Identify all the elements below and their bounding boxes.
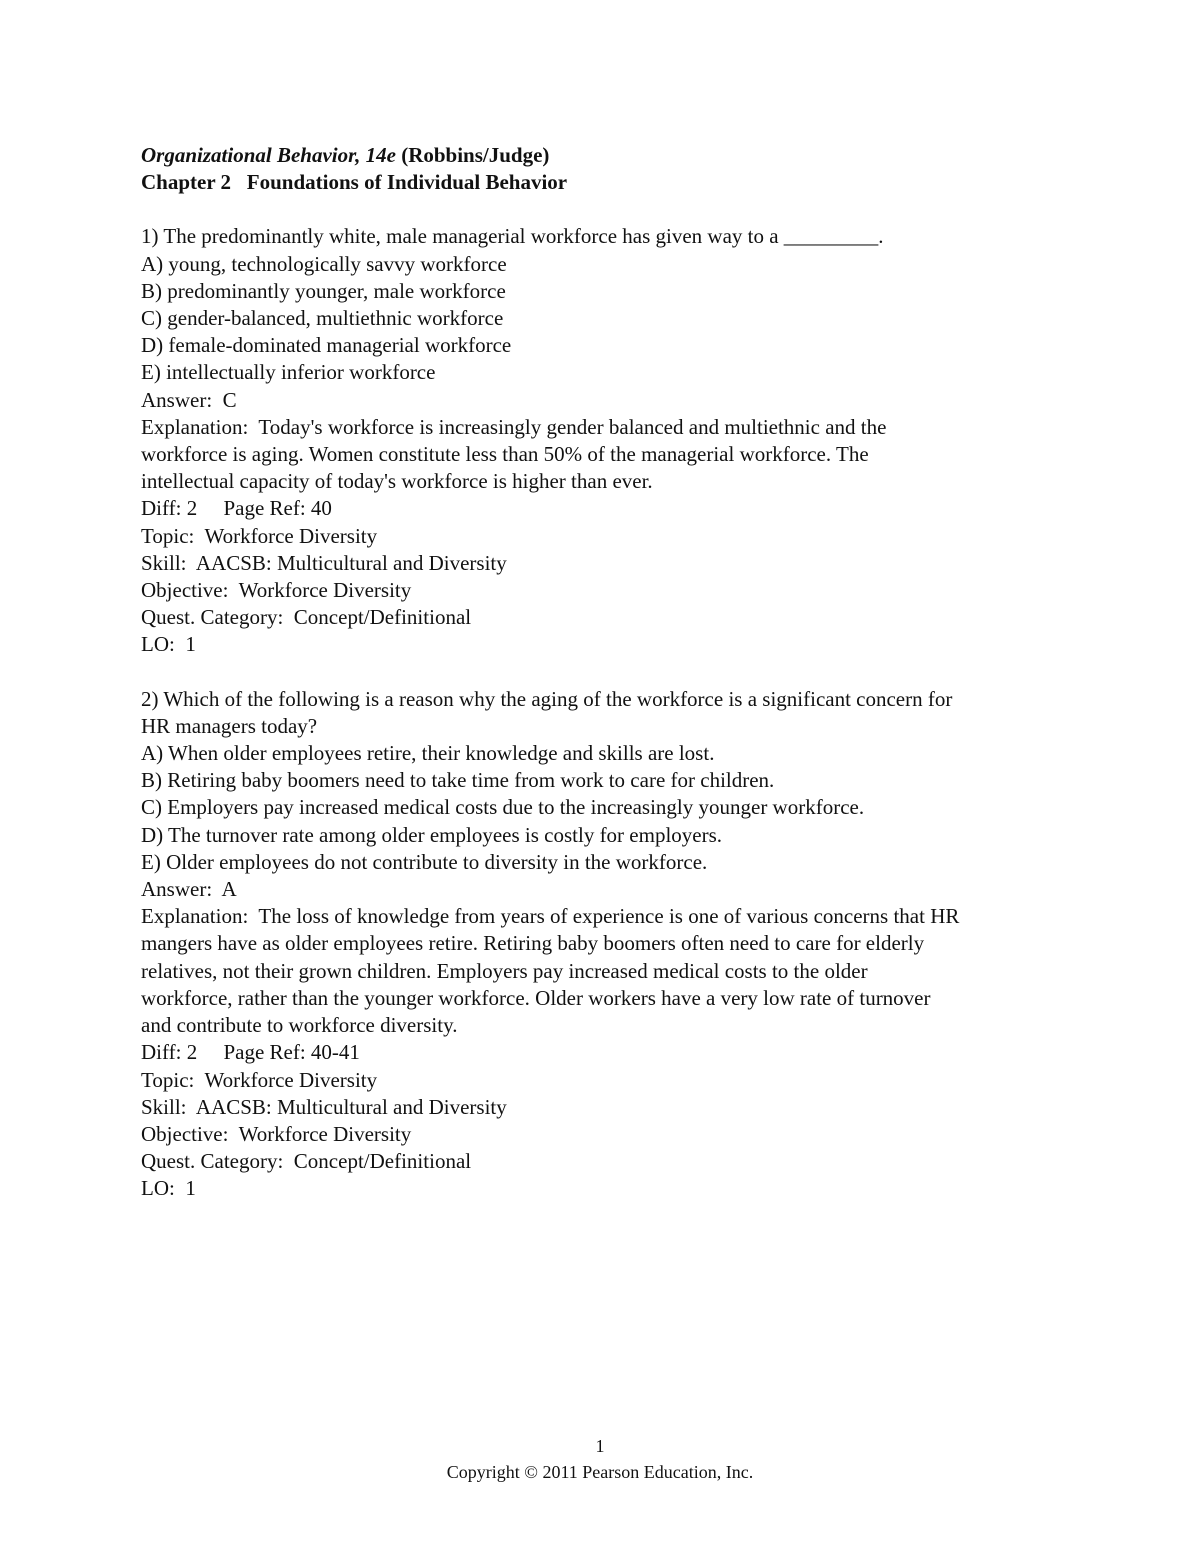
document-page bbox=[141, 142, 1081, 1203]
question-line: 2) Which of the following is a reason why the aging of the workforce is a significant concern for bbox=[141, 686, 953, 711]
difficulty-line: Diff: 2 Page Ref: 40-41 bbox=[141, 1040, 360, 1065]
question-line: 1) The predominantly white, male managerial workforce has given way to a _________. bbox=[141, 224, 884, 249]
lo-line: LO: 1 bbox=[141, 1176, 196, 1201]
explanation-line: workforce is aging. Women constitute less than 50% of the managerial workforce. The bbox=[141, 442, 869, 467]
explanation-line: relatives, not their grown children. Employers pay increased medical costs to the older bbox=[141, 958, 868, 983]
question-2 bbox=[141, 686, 1081, 1203]
answer-line: Answer: C bbox=[141, 387, 237, 412]
explanation-line: intellectual capacity of today's workforce is higher than ever. bbox=[141, 469, 653, 494]
category-line: Quest. Category: Concept/Definitional bbox=[141, 1149, 472, 1174]
topic-line: Topic: Workforce Diversity bbox=[141, 1067, 378, 1092]
option-c: C) gender-balanced, multiethnic workforce bbox=[141, 306, 504, 331]
lo-line: LO: 1 bbox=[141, 632, 196, 657]
option-e: E) Older employees do not contribute to diversity in the workforce. bbox=[141, 849, 708, 874]
explanation-line: workforce, rather than the younger workforce. Older workers have a very low rate of turnover bbox=[141, 985, 931, 1010]
book-authors: (Robbins/Judge) bbox=[395, 143, 550, 167]
book-title: Organizational Behavior, 14e bbox=[141, 143, 396, 167]
option-d: D) The turnover rate among older employees is costly for employers. bbox=[141, 822, 723, 847]
option-c: C) Employers pay increased medical costs due to the increasingly younger workforce. bbox=[141, 795, 865, 820]
option-e: E) intellectually inferior workforce bbox=[141, 360, 436, 385]
topic-line: Topic: Workforce Diversity bbox=[141, 523, 378, 548]
document-header bbox=[141, 142, 1081, 169]
page-number: 1 bbox=[595, 1436, 605, 1456]
explanation-line: Explanation: Today's workforce is increasingly gender balanced and multiethnic and the bbox=[141, 414, 887, 439]
option-a: A) young, technologically savvy workforce bbox=[141, 251, 507, 276]
option-d: D) female-dominated managerial workforce bbox=[141, 333, 512, 358]
objective-line: Objective: Workforce Diversity bbox=[141, 1121, 412, 1146]
chapter-title: Chapter 2 Foundations of Individual Behavior bbox=[141, 170, 568, 195]
option-b: B) Retiring baby boomers need to take time from work to care for children. bbox=[141, 768, 775, 793]
explanation-line: Explanation: The loss of knowledge from years of experience is one of various concerns that HR bbox=[141, 904, 960, 929]
explanation-line: mangers have as older employees retire. Retiring baby boomers often need to care for elderly bbox=[141, 931, 925, 956]
category-line: Quest. Category: Concept/Definitional bbox=[141, 605, 472, 630]
objective-line: Objective: Workforce Diversity bbox=[141, 578, 412, 603]
skill-line: Skill: AACSB: Multicultural and Diversity bbox=[141, 1094, 507, 1119]
answer-line: Answer: A bbox=[141, 877, 237, 902]
question-1 bbox=[141, 223, 1081, 658]
option-a: A) When older employees retire, their knowledge and skills are lost. bbox=[141, 741, 715, 766]
question-line: HR managers today? bbox=[141, 713, 318, 738]
spacer bbox=[141, 659, 1081, 686]
difficulty-line: Diff: 2 Page Ref: 40 bbox=[141, 496, 332, 521]
copyright-notice: Copyright © 2011 Pearson Education, Inc. bbox=[446, 1462, 754, 1482]
explanation-line: and contribute to workforce diversity. bbox=[141, 1013, 458, 1038]
spacer bbox=[141, 196, 1081, 223]
skill-line: Skill: AACSB: Multicultural and Diversity bbox=[141, 550, 507, 575]
option-b: B) predominantly younger, male workforce bbox=[141, 278, 506, 303]
